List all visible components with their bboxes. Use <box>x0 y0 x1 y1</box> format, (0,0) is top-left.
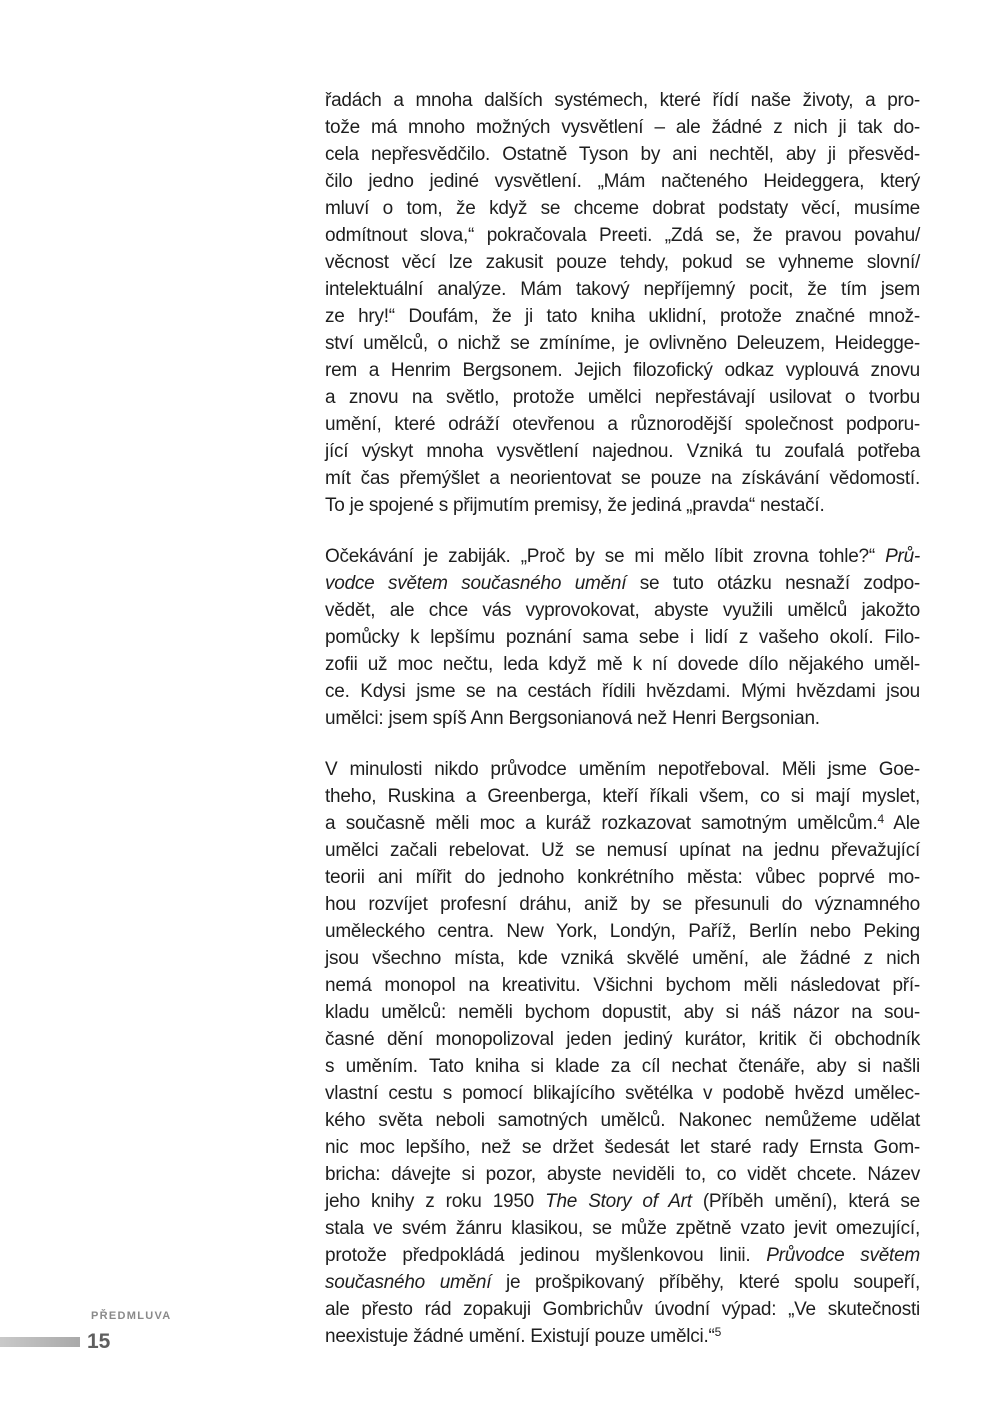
text-line <box>325 411 920 438</box>
text-segment: kladu umělců: neměli bychom dopustit, aby si náš názor na sou- <box>325 1002 920 1023</box>
text-segment: mít čas přemýšlet a neorientovat se pouze na získávání vědomostí. <box>325 468 920 489</box>
text-line <box>325 1161 920 1188</box>
text-line <box>325 705 920 732</box>
text-segment: neexistuje žádné umění. Existují pouze umělci.“ <box>325 1326 715 1347</box>
text-segment: nemá monopol na kreativitu. Všichni bychom měli následovat pří- <box>325 975 920 996</box>
text-line <box>325 87 920 114</box>
text-segment: 4 <box>877 812 884 826</box>
text-segment: uměleckého centra. New York, Londýn, Paříž, Berlín nebo Peking <box>325 921 920 942</box>
text-segment: zofii už moc nečtu, leda když mě k ní dovede dílo nějakého uměl- <box>325 654 920 675</box>
text-segment: tože má mnoho možných vysvětlení – ale žádné z nich ji tak do- <box>325 117 920 138</box>
text-line <box>325 1215 920 1242</box>
text-segment: mluví o tom, že když se chceme dobrat podstaty věcí, musíme <box>325 198 920 219</box>
text-line <box>325 1188 920 1215</box>
text-segment: theho, Ruskina a Greenberga, kteří říkali všem, co si mají myslet, <box>325 786 920 807</box>
text-line <box>325 999 920 1026</box>
text-segment: vlastní cestu s pomocí blikajícího světélka v podobě hvězd umělec- <box>325 1083 920 1104</box>
text-segment: vodce světem současného umění <box>325 573 627 594</box>
text-segment: čilo jedno jediné vysvětlení. „Mám načteného Heideggera, který <box>325 171 920 192</box>
paragraph <box>325 543 920 732</box>
text-segment: protože předpokládá jedinou myšlenkovou linii. <box>325 1245 767 1266</box>
text-column <box>325 87 920 1350</box>
text-line <box>325 438 920 465</box>
text-segment: umělci začali rebelovat. Už se nemusí upínat na jednu převažující <box>325 840 920 861</box>
text-line <box>325 492 920 519</box>
text-segment: hou rozvíjet profesní dráhu, aniž by se přesunuli do významného <box>325 894 920 915</box>
text-line <box>325 864 920 891</box>
text-segment: Ale <box>883 813 920 834</box>
text-line <box>325 1296 920 1323</box>
text-segment: Průvodce světem <box>766 1245 920 1266</box>
text-segment: (Příběh umění), která se <box>691 1191 920 1212</box>
text-segment: vědět, ale chce vás vyprovokovat, abyste využili umělců jakožto <box>325 600 920 621</box>
text-segment: Očekávání je zabiják. „Proč by se mi mělo líbit zrovna tohle?“ <box>325 546 886 567</box>
text-line <box>325 1053 920 1080</box>
text-segment: nic moc lepšího, než se držet šedesát let staré rady Ernsta Gom- <box>325 1137 920 1158</box>
text-line <box>325 783 920 810</box>
text-segment: ství umělců, o nichž se zmíníme, je ovlivněno Deleuzem, Heidegge- <box>325 333 920 354</box>
running-footer-section-label: PŘEDMLUVA <box>91 1310 172 1322</box>
text-line <box>325 543 920 570</box>
text-segment: se tuto otázku nesnaží zodpo- <box>626 573 920 594</box>
text-segment: a současně měli moc a kuráž rozkazovat samotným umělcům. <box>325 813 878 834</box>
text-line <box>325 756 920 783</box>
text-line <box>325 1323 920 1350</box>
text-segment: umělci: jsem spíš Ann Bergsonianová než Henri Bergsonian. <box>325 708 820 729</box>
text-line <box>325 810 920 837</box>
text-line <box>325 384 920 411</box>
text-line <box>325 678 920 705</box>
text-segment: stala ve svém žánru klasikou, se může zpětně vzato jevit omezující, <box>325 1218 920 1239</box>
text-line <box>325 1026 920 1053</box>
text-segment: a znovu na světlo, protože umělci nepřestávají usilovat o tvorbu <box>325 387 920 408</box>
paragraph <box>325 87 920 519</box>
text-segment: rem a Henrim Bergsonem. Jejich filozofický odkaz vyplouvá znovu <box>325 360 920 381</box>
text-segment: umění, které odráží otevřenou a různorodější společnost podporu- <box>325 414 920 435</box>
footer-decorative-bar <box>0 1337 80 1347</box>
text-line <box>325 222 920 249</box>
text-line <box>325 918 920 945</box>
text-line <box>325 168 920 195</box>
text-segment: pomůcky k lepšímu poznání sama sebe i lidí z vašeho okolí. Filo- <box>325 627 920 648</box>
text-segment: intelektuální analýze. Mám takový nepříjemný pocit, že tím jsem <box>325 279 920 300</box>
text-line <box>325 597 920 624</box>
text-segment: věcnost věcí lze zakusit pouze tehdy, pokud se vyhneme slovní/ <box>325 252 920 273</box>
text-line <box>325 114 920 141</box>
text-segment: odmítnout slova,“ pokračovala Preeti. „Zdá se, že pravou povahu/ <box>325 225 920 246</box>
text-line <box>325 195 920 222</box>
text-segment: současného umění <box>325 1272 492 1293</box>
text-segment: To je spojené s přijmutím premisy, že jediná „pravda“ nestačí. <box>325 495 825 516</box>
text-line <box>325 570 920 597</box>
text-segment: cela nepřesvědčilo. Ostatně Tyson by ani nechtěl, aby ji přesvěd- <box>325 144 920 165</box>
text-line <box>325 276 920 303</box>
text-segment: V minulosti nikdo průvodce uměním nepotřeboval. Měli jsme Goe- <box>325 759 920 780</box>
text-segment: The Story of Art <box>545 1191 692 1212</box>
text-segment: kého světa neboli samotných umělců. Nakonec nemůžeme udělat <box>325 1110 920 1131</box>
text-segment: Prů- <box>885 546 920 567</box>
text-line <box>325 891 920 918</box>
text-segment: jsou všechno místa, kde vzniká skvělé umění, ale žádné z nich <box>325 948 920 969</box>
text-line <box>325 141 920 168</box>
page-number: 15 <box>87 1330 111 1353</box>
text-line <box>325 1107 920 1134</box>
text-line <box>325 1269 920 1296</box>
text-line <box>325 837 920 864</box>
text-line <box>325 249 920 276</box>
text-line <box>325 1080 920 1107</box>
text-segment: 5 <box>714 1325 722 1339</box>
text-segment: je prošpikovaný příběhy, které spolu soupeří, <box>491 1272 920 1293</box>
paragraph <box>325 756 920 1350</box>
text-segment: řadách a mnoha dalších systémech, které řídí naše životy, a pro- <box>325 90 920 111</box>
text-segment: ale přesto rád zopakuji Gombrichův úvodní výpad: „Ve skutečnosti <box>325 1299 920 1320</box>
text-line <box>325 1242 920 1269</box>
text-line <box>325 624 920 651</box>
text-segment: ce. Kdysi jsme se na cestách řídili hvězdami. Mými hvězdami jsou <box>325 681 920 702</box>
text-segment: jící výskyt mnoha vysvětlení najednou. Vzniká tu zoufalá potřeba <box>325 441 920 462</box>
text-line <box>325 972 920 999</box>
text-line <box>325 357 920 384</box>
text-segment: časné dění monopolizoval jeden jediný kurátor, kritik či obchodník <box>325 1029 920 1050</box>
text-segment: bricha: dávejte si pozor, abyste neviděli to, co vidět chcete. Název <box>325 1164 920 1185</box>
text-segment: teorii ani mířit do jednoho konkrétního města: vůbec poprvé mo- <box>325 867 920 888</box>
text-line <box>325 303 920 330</box>
text-line <box>325 330 920 357</box>
text-line <box>325 465 920 492</box>
text-segment: jeho knihy z roku 1950 <box>325 1191 546 1212</box>
text-line <box>325 945 920 972</box>
text-segment: s uměním. Tato kniha si klade za cíl nechat čtenáře, aby si našli <box>325 1056 920 1077</box>
text-line <box>325 1134 920 1161</box>
text-segment: ze hry!“ Doufám, že ji tato kniha uklidní, protože značné množ- <box>325 306 920 327</box>
text-line <box>325 651 920 678</box>
